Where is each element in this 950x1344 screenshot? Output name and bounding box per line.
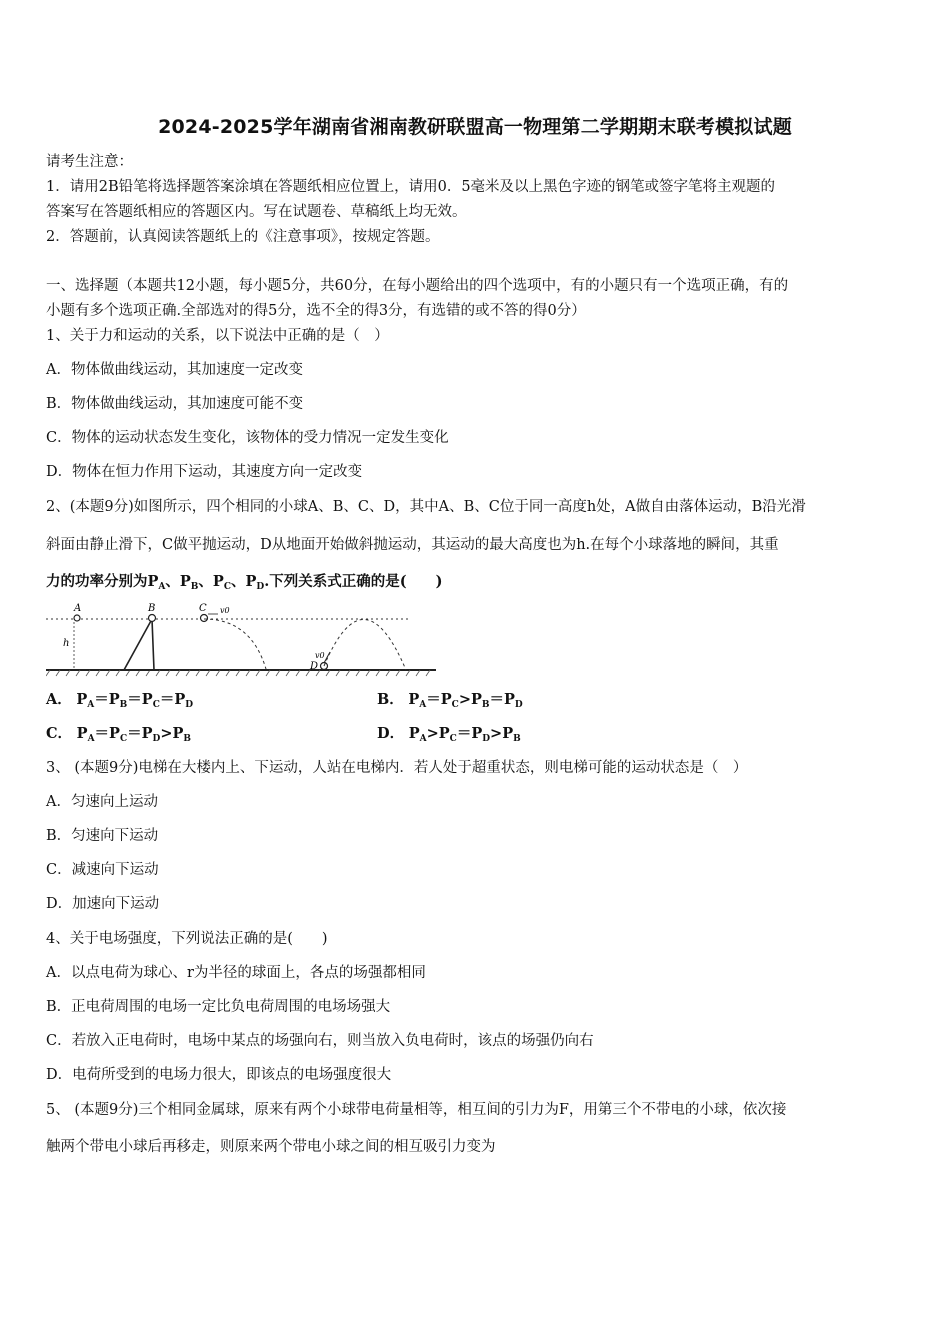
sub-b: B [119,700,128,710]
q3-option-b: B．匀速向下运动 [46,828,159,844]
p-symbol: P [471,691,482,708]
q4-stem: 4、关于电场强度，下列说法正确的是( ) [46,931,328,947]
q3-option-c: C．减速向下运动 [46,862,159,878]
eq-symbol: ＝ [127,691,142,708]
q1-option-d: D．物体在恒力作用下运动，其速度方向一定改变 [46,464,363,480]
sub-a: A [158,582,166,592]
q4-option-b: B．正电荷周围的电场一定比负电荷周围的电场场强大 [46,999,391,1015]
sub-b: B [481,700,490,710]
p-symbol: P [76,691,88,708]
q2-figure [46,600,436,680]
q3-stem: 3、 (本题9分)电梯在大楼内上、下运动，人站在电梯内．若人处于超重状态，则电梯可能的运动状态是（ ） [46,760,748,776]
sub-c: C [223,582,231,592]
p-symbol: P [245,573,257,590]
q1-option-b: B．物体做曲线运动，其加速度可能不变 [46,396,304,412]
q2-stem-end: .下列关系式正确的是( ) [264,573,443,590]
q4-option-c: C．若放入正电荷时，电场中某点的场强向右，则当放入负电荷时，该点的场强仍向右 [46,1033,594,1049]
q2-stem-line-3: 力的功率分别为$P_A$、$P_B$、$P_C$、$P_D$.下列关系式正确的是( ) [46,573,443,592]
label-c: C [199,603,207,614]
q1-option-a: A．物体做曲线运动，其加速度一定改变 [46,362,303,378]
sub-d: D [514,700,523,710]
p-symbol: P [212,573,224,590]
sub-b: B [183,734,192,744]
gt-symbol: > [426,725,439,742]
sub-c: C [449,734,457,744]
notice-item-1-line-1: 1．请用2B铅笔将选择题答案涂填在答题纸相应位置上，请用0．5毫米及以上黑色字迹的钢笔或签字笔将主观题的 [46,179,776,195]
q5-stem-line-2: 触两个带电小球后再移走，则原来两个带电小球之间的相互吸引力变为 [46,1139,496,1155]
sub-c: C [451,700,459,710]
option-d-label: D． [377,725,405,742]
q5-stem-line-1: 5、 (本题9分)三个相同金属球，原来有两个小球带电荷量相等，相互间的引力为F，用第三个不带电的小球，依次接 [46,1102,787,1118]
label-v0-c: v0 [220,606,230,615]
trajectory-d [324,619,406,670]
eq-symbol: ＝ [426,691,441,708]
section-heading-line-1: 一、选择题（本题共12小题，每小题5分，共60分，在每小题给出的四个选项中，有的小题只有一个选项正确，有的 [46,278,789,294]
gt-symbol: > [458,691,471,708]
p-symbol: P [172,725,184,742]
sub-a: A [87,734,95,744]
notice-heading: 请考生注意： [46,154,133,170]
sub-d: D [152,734,161,744]
q2-option-b [377,690,523,715]
p-symbol: P [502,725,514,742]
label-b: B [148,603,156,614]
q4-option-d: D．电荷所受到的电场力很大，即该点的电场强度很大 [46,1067,392,1083]
p-symbol: P [141,725,153,742]
q1-option-c: C．物体的运动状态发生变化，该物体的受力情况一定发生变化 [46,430,449,446]
q2-stem-line-2: 斜面由静止滑下，C做平抛运动，D从地面开始做斜抛运动，其运动的最大高度也为h.在每个小球落地的瞬间，其重 [46,537,779,553]
gt-symbol: > [490,725,503,742]
sub-a: A [419,734,427,744]
page-title: 2024-2025学年湖南省湘南教研联盟高一物理第二学期期末联考模拟试题 [158,116,792,138]
ball-a [74,615,80,621]
notice-item-1-line-2: 答案写在答题纸相应的答题区内。写在试题卷、草稿纸上均无效。 [46,204,467,220]
p-symbol: P [408,725,420,742]
eq-symbol: ＝ [159,691,175,708]
p-symbol: P [179,573,191,590]
option-a-label: A． [46,691,72,708]
label-d: D [310,661,319,672]
q4-option-a: A．以点电荷为球心、r为半径的球面上，各点的场强都相同 [46,965,426,981]
label-a: A [74,603,82,614]
sub-d: D [482,734,491,744]
label-h: h [63,638,70,649]
q2-option-d [377,724,521,749]
q3-option-a: A．匀速向上运动 [46,794,158,810]
q2-power-text: 力的功率分别为P [46,573,159,590]
eq-symbol: ＝ [94,725,110,742]
label-v0-d: v0 [315,651,325,660]
p-symbol: P [504,691,515,708]
section-heading-line-2: 小题有多个选项正确.全部选对的得5分，选不全的得3分，有选错的或不答的得0分） [46,303,586,319]
q3-option-d: D．加速向下运动 [46,896,160,912]
sub-d: D [256,582,265,592]
sub-a: A [419,700,427,710]
q2-stem-line-1: 2、(本题9分)如图所示，四个相同的小球A、B、C、D，其中A、B、C位于同一高度h处，A做自由落体运动，B沿光滑 [46,499,806,515]
q1-stem: 1、关于力和运动的关系，以下说法中正确的是（ ） [46,328,389,344]
p-symbol: P [408,691,420,708]
p-symbol: P [109,725,120,742]
ball-b [149,615,156,622]
p-symbol: P [471,725,483,742]
trajectory-c [204,619,266,669]
incline [124,619,154,670]
eq-symbol: ＝ [127,725,142,742]
notice-item-2: 2．答题前，认真阅读答题纸上的《注意事项》，按规定答题。 [46,229,440,245]
sub-c: C [119,734,128,744]
p-symbol: P [174,691,186,708]
q2-option-a [46,690,193,715]
p-symbol: P [438,725,450,742]
sub-a: A [87,700,95,710]
option-c-label: C． [46,725,73,742]
eq-symbol: ＝ [94,691,109,708]
option-b-label: B． [377,691,404,708]
gt-symbol: > [160,725,173,742]
p-symbol: P [76,725,88,742]
sub-c: C [152,700,160,710]
sub-d: D [185,700,194,710]
eq-symbol: ＝ [456,725,472,742]
sub-b: B [190,582,199,592]
eq-symbol: ＝ [489,691,505,708]
sub-b: B [513,734,521,744]
q2-option-c [46,724,191,749]
p-symbol: P [108,691,120,708]
p-symbol: P [440,691,452,708]
ball-c [201,615,208,622]
p-symbol: P [141,691,153,708]
